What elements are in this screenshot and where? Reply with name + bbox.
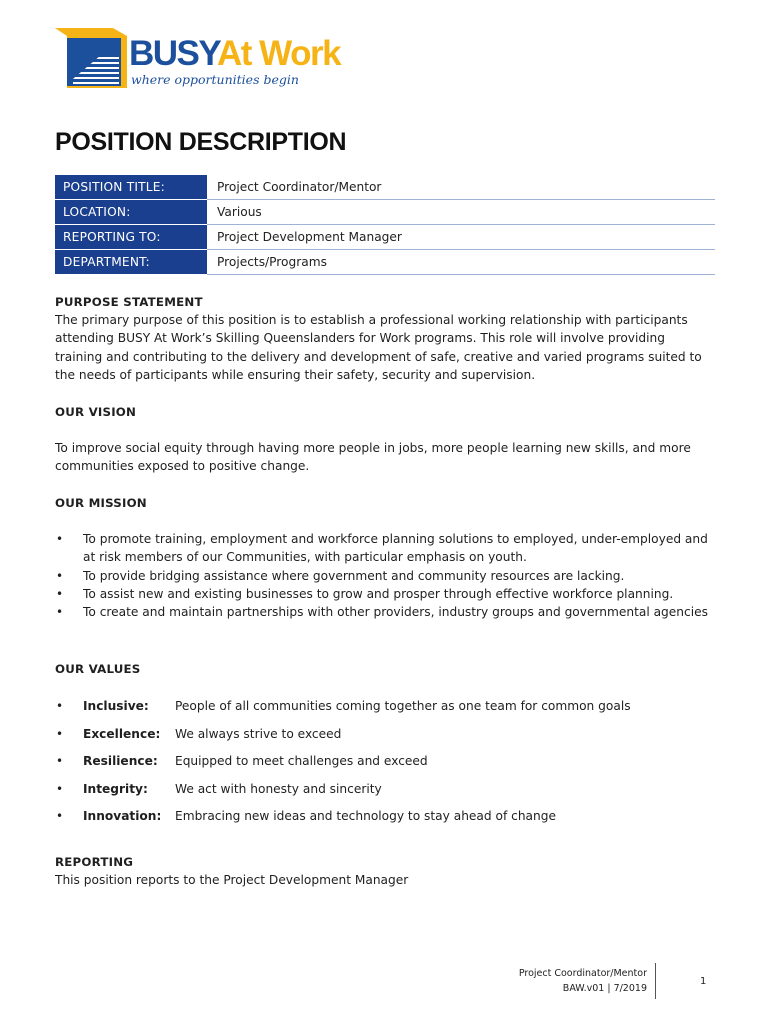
list-item (55, 725, 715, 753)
value-name: Integrity: (83, 781, 148, 796)
info-row-department (55, 250, 715, 275)
info-row-location (55, 200, 715, 225)
purpose-text: The primary purpose of this position is to establish a professional working relationship with participants attending BUSY At Work’s Skilling Queenslanders for Work programs. This role will involve providing training and contributing to the delivery and development of safe, creative and varied programs suited to the needs of participants while ensuring their safety, security and supervision. (55, 313, 702, 382)
value-description: Embracing new ideas and technology to stay ahead of change (175, 809, 556, 824)
purpose-section (55, 293, 715, 384)
footer-line-2: BAW.v01 | 7/2019 (562, 983, 647, 994)
bullet-icon: • (56, 699, 64, 714)
logo-at-work-text: At Work (217, 34, 341, 73)
footer-doc-info (519, 966, 647, 996)
list-item (55, 585, 715, 603)
info-label: LOCATION: (55, 200, 207, 225)
value-name: Inclusive: (83, 699, 149, 714)
bullet-icon: • (56, 568, 64, 583)
value-name: Resilience: (83, 754, 158, 769)
list-item (55, 603, 715, 621)
reporting-section (55, 853, 715, 889)
values-section (55, 660, 715, 835)
value-description: We always strive to exceed (175, 726, 342, 741)
mission-list (55, 530, 715, 621)
bullet-icon: • (56, 605, 64, 620)
list-item (55, 530, 715, 566)
vision-heading: OUR VISION (55, 405, 137, 419)
bullet-icon: • (56, 809, 64, 824)
info-row-position-title (55, 175, 715, 200)
bullet-icon: • (56, 781, 64, 796)
mission-item-text: To promote training, employment and workforce planning solutions to employed, under-employed and at risk members of our Communities, with particular emphasis on youth. (83, 532, 708, 565)
value-description: Equipped to meet challenges and exceed (175, 754, 428, 769)
info-value: Project Coordinator/Mentor (207, 175, 715, 200)
logo-wordmark (129, 34, 340, 74)
bullet-icon: • (56, 586, 64, 601)
logo-tagline: where opportunities begin (131, 72, 299, 87)
busy-at-work-logo (55, 28, 341, 100)
list-item (55, 807, 715, 835)
list-item (55, 780, 715, 808)
values-list (55, 697, 715, 835)
info-value: Projects/Programs (207, 250, 715, 275)
info-value: Various (207, 200, 715, 225)
info-row-reporting-to (55, 225, 715, 250)
value-name: Excellence: (83, 726, 161, 741)
purpose-heading: PURPOSE STATEMENT (55, 295, 203, 309)
footer-line-1: Project Coordinator/Mentor (518, 968, 647, 979)
mission-item-text: To create and maintain partnerships with other providers, industry groups and governmental agencies (83, 605, 708, 620)
value-description: People of all communities coming together as one team for common goals (175, 699, 631, 714)
list-item (55, 697, 715, 725)
logo-busy-text: BUSY (129, 34, 218, 73)
footer-divider (655, 963, 656, 999)
page-number: 1 (700, 976, 707, 987)
bullet-icon: • (56, 532, 64, 547)
info-label: REPORTING TO: (55, 225, 207, 250)
position-info-table (55, 175, 715, 275)
value-description: We act with honesty and sincerity (175, 781, 382, 796)
info-label: DEPARTMENT: (55, 250, 207, 275)
bullet-icon: • (56, 726, 64, 741)
values-heading: OUR VALUES (55, 662, 141, 676)
value-name: Innovation: (83, 809, 162, 824)
mission-section (55, 494, 715, 621)
info-label: POSITION TITLE: (55, 175, 207, 200)
vision-text: To improve social equity through having more people in jobs, more people learning new skills, and more communities exposed to positive change. (55, 441, 691, 474)
mission-heading: OUR MISSION (55, 496, 147, 510)
reporting-heading: REPORTING (55, 855, 134, 869)
page-title: POSITION DESCRIPTION (55, 128, 347, 156)
mission-item-text: To provide bridging assistance where government and community resources are lacking. (83, 568, 625, 583)
reporting-text: This position reports to the Project Development Manager (55, 873, 409, 888)
bullet-icon: • (56, 754, 64, 769)
vision-section (55, 403, 715, 476)
list-item (55, 752, 715, 780)
mission-item-text: To assist new and existing businesses to grow and prosper through effective workforce planning. (83, 586, 674, 601)
info-value: Project Development Manager (207, 225, 715, 250)
list-item (55, 567, 715, 585)
logo-mark-icon (55, 28, 127, 88)
